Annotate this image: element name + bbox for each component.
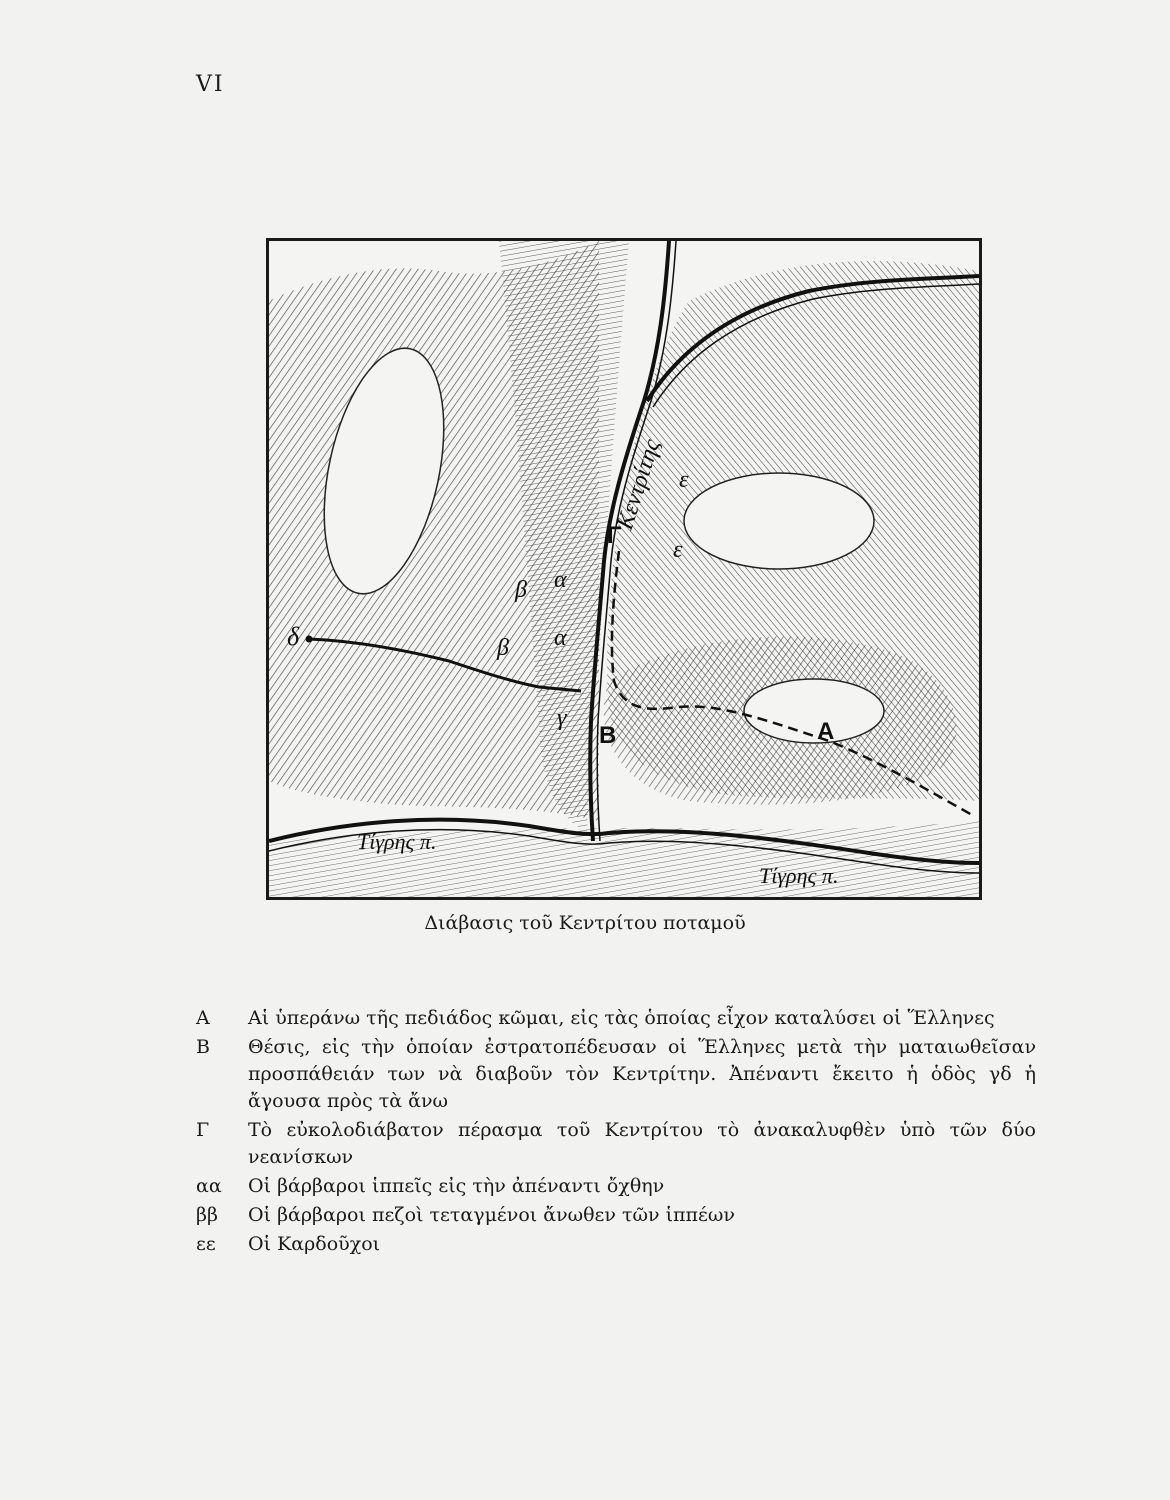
legend-key: A (196, 1007, 210, 1029)
label-gamma: γ (557, 705, 567, 731)
label-beta-1: β (515, 577, 527, 603)
legend-row (196, 1231, 1036, 1258)
legend-key: εε (196, 1233, 216, 1255)
label-A: A (817, 718, 835, 745)
label-tigris-left: Τίγρης π. (357, 829, 437, 854)
lower-summit (744, 679, 884, 743)
label-kentritis: Κεντρίτης (611, 436, 666, 533)
label-B: B (599, 722, 617, 749)
label-tigris-right: Τίγρης π. (759, 863, 839, 888)
map-figure (266, 238, 982, 900)
label-alpha-1: α (554, 567, 567, 593)
page-number: VI (196, 72, 225, 97)
legend-row (196, 1005, 1036, 1032)
label-beta-2: β (497, 635, 509, 661)
legend-key: Γ (196, 1119, 210, 1141)
legend-text: Οἱ βάρβαροι πεζοὶ τεταγμένοι ἄνωθεν τῶν ἱππέων (248, 1204, 735, 1226)
label-epsilon-2: ε (673, 537, 683, 563)
hachure-map (269, 241, 979, 897)
legend-row (196, 1202, 1036, 1229)
legend-key: αα (196, 1175, 222, 1197)
label-delta: δ (287, 622, 300, 651)
label-G: Γ (607, 522, 622, 549)
legend-text: Οἱ βάρβαροι ἱππεῖς εἰς τὴν ἀπέναντι ὄχθην (248, 1175, 665, 1197)
legend-text: Τὸ εὐκολοδιάβατον πέρασμα τοῦ Κεντρίτου τὸ ἀνακαλυφθὲν ὑπὸ τῶν δύο νεανίσκων (248, 1119, 1036, 1168)
legend (196, 1005, 1036, 1260)
legend-key: B (196, 1036, 210, 1058)
figure-caption: Διάβασις τοῦ Κεντρίτου ποταμοῦ (424, 912, 746, 934)
legend-row (196, 1117, 1036, 1171)
legend-text: Οἱ Καρδοῦχοι (248, 1233, 381, 1255)
right-summit (684, 473, 874, 569)
legend-row (196, 1034, 1036, 1115)
legend-key: ββ (196, 1204, 218, 1226)
legend-text: Θέσις, εἰς τὴν ὁποίαν ἐστρατοπέδευσαν οἱ Ἕλληνες μετὰ τὴν ματαιωθεῖσαν προσπάθειάν των νὰ διαβοῦν τὸν Κεντρίτην. Ἀπέναντι ἔκειτο ἡ ὁδὸς γδ ἡ ἄγουσα πρὸς τὰ ἄνω (248, 1036, 1036, 1112)
road-start-dot (306, 636, 313, 643)
legend-text: Αἱ ὑπεράνω τῆς πεδιάδος κῶμαι, εἰς τὰς ὁποίας εἶχον καταλύσει οἱ Ἕλληνες (248, 1007, 995, 1029)
label-epsilon-1: ε (679, 467, 689, 493)
legend-row (196, 1173, 1036, 1200)
label-alpha-2: α (554, 625, 567, 651)
